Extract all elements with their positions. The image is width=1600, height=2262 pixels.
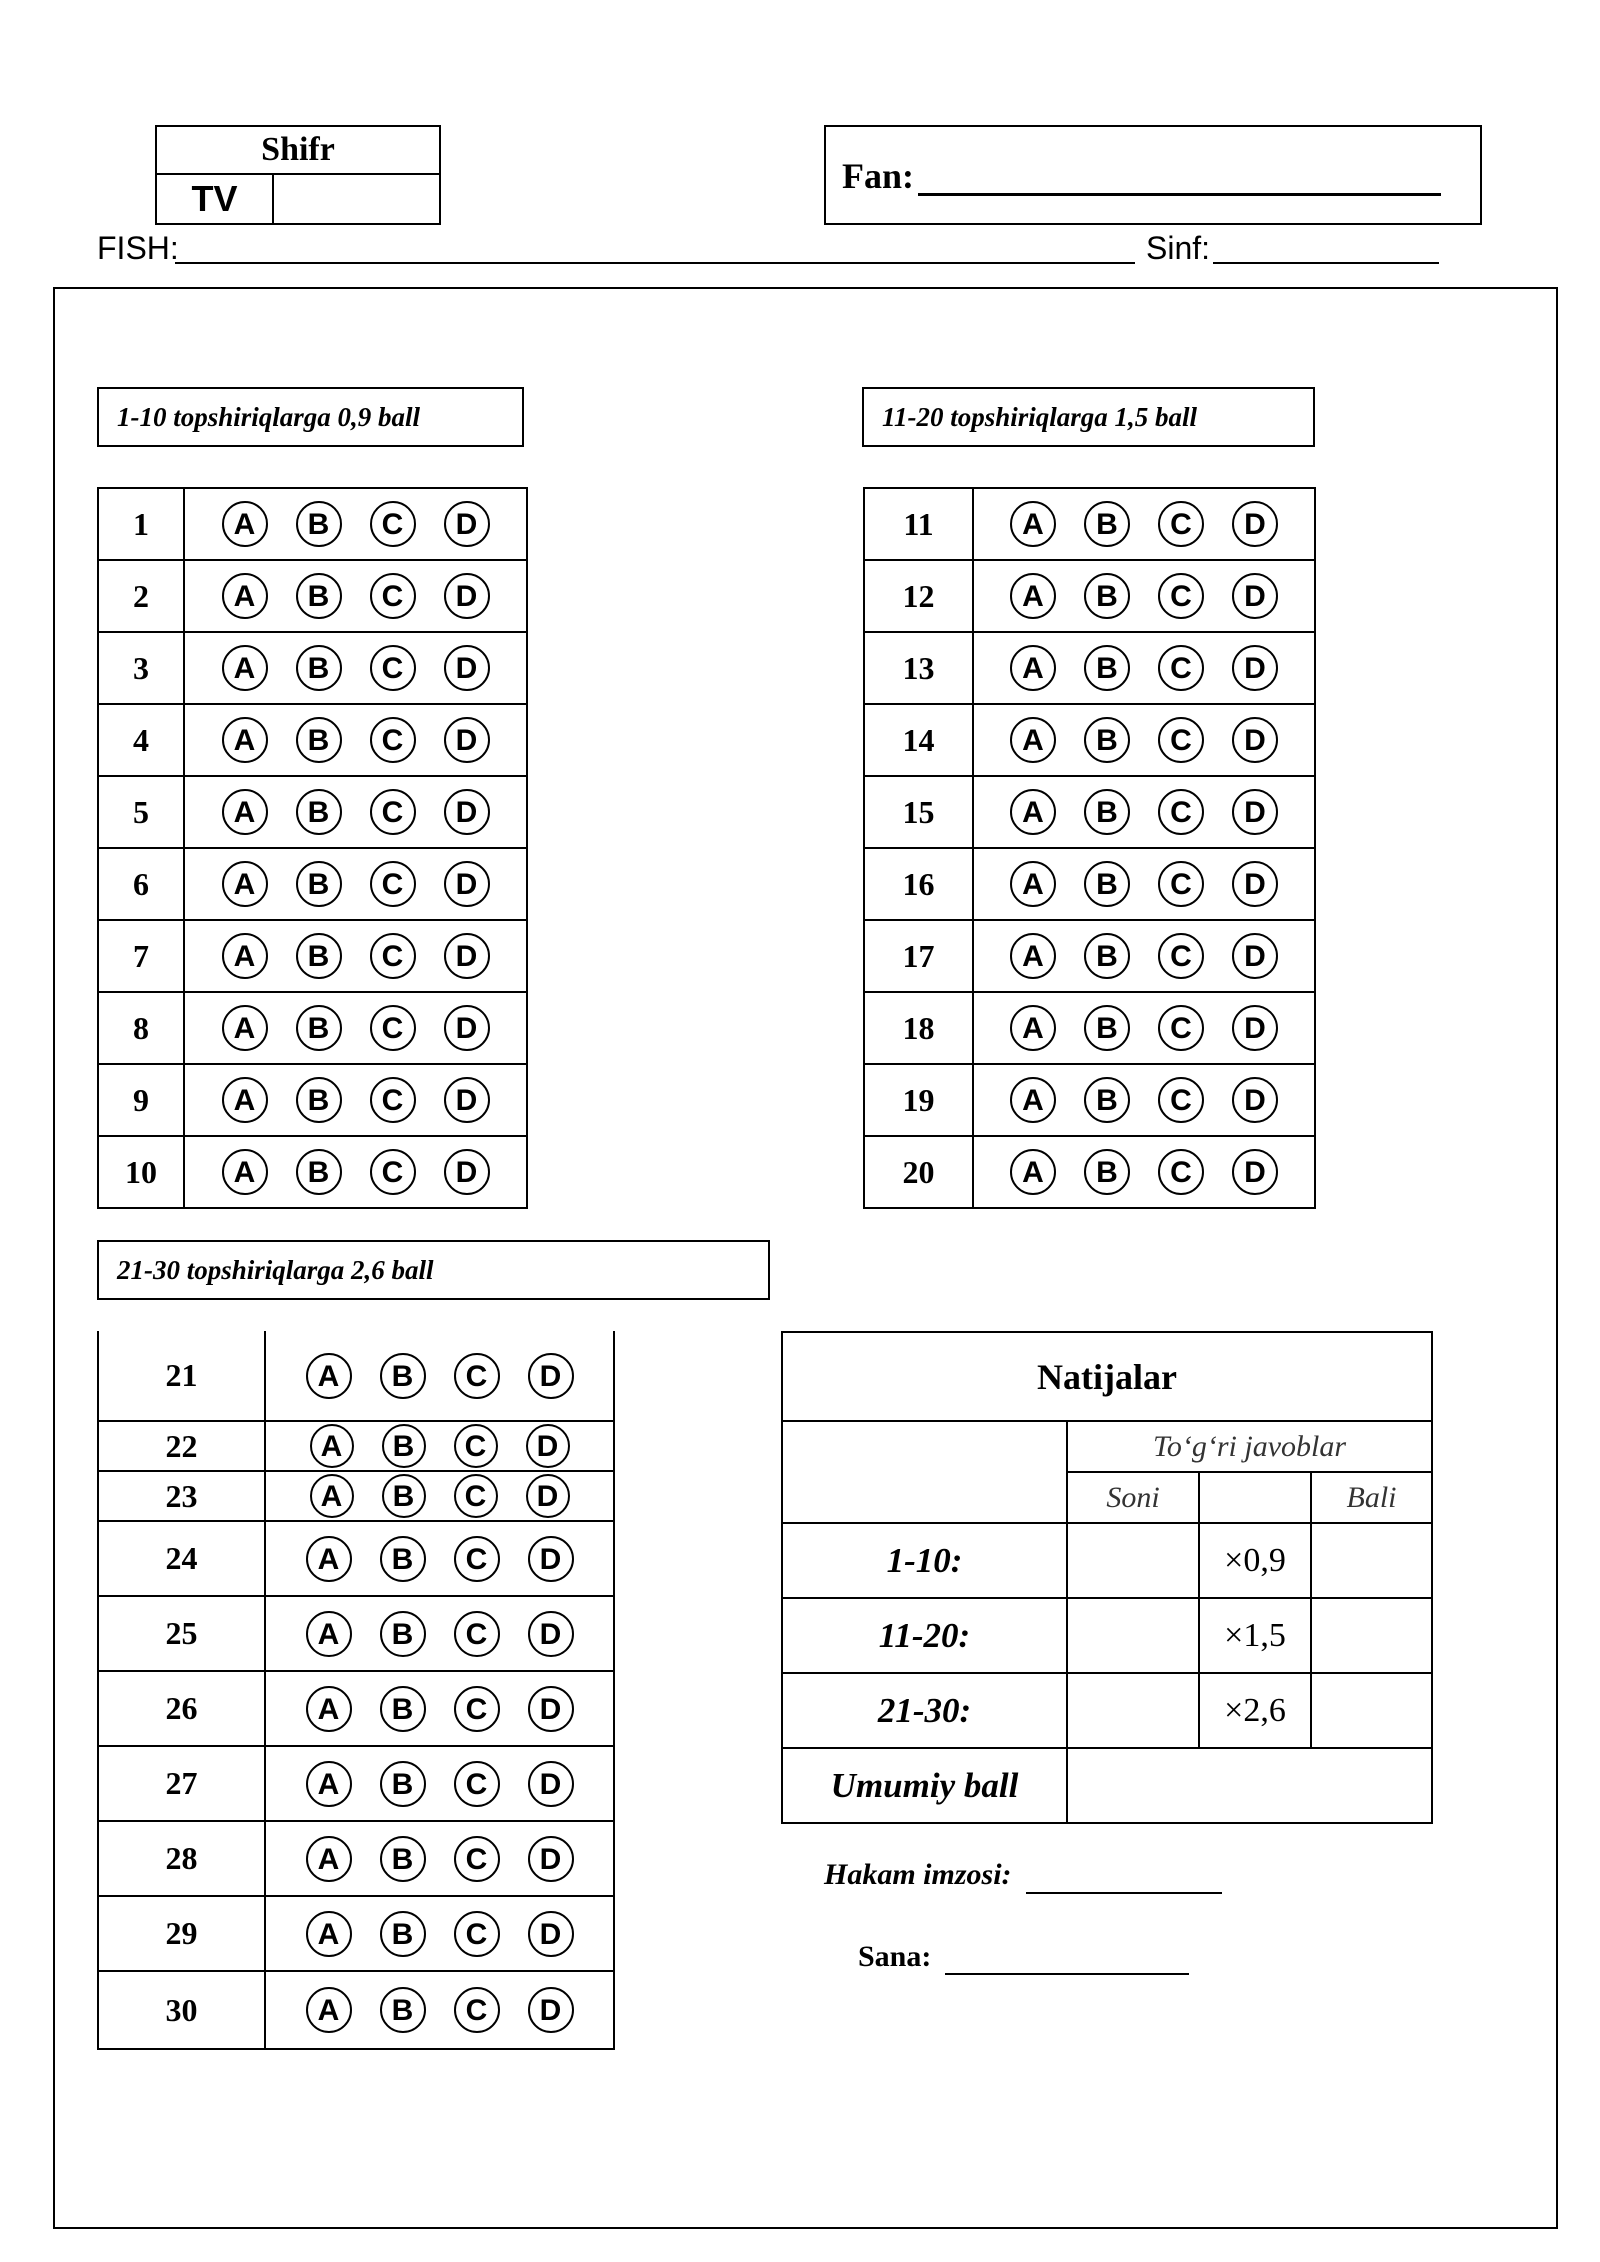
correct-answers-header: To‘g‘ri javoblar	[1067, 1421, 1432, 1472]
question-number: 27	[98, 1746, 265, 1821]
answer-bubble-d[interactable]: D	[528, 1911, 574, 1957]
answer-bubble-b[interactable]: B	[296, 645, 342, 691]
answer-bubble-a[interactable]: A	[306, 1836, 352, 1882]
multiplier: ×1,5	[1199, 1598, 1311, 1673]
answer-options	[265, 1671, 614, 1746]
answer-bubble-b[interactable]: B	[380, 1836, 426, 1882]
answer-bubble-d[interactable]: D	[1232, 1149, 1278, 1195]
answer-bubble-c[interactable]: C	[1158, 1005, 1204, 1051]
section-label-1-10: 1-10 topshiriqlarga 0,9 ball	[97, 387, 524, 447]
section-label-11-20: 11-20 topshiriqlarga 1,5 ball	[862, 387, 1315, 447]
answer-bubble-a[interactable]: A	[222, 501, 268, 547]
answer-bubble-c[interactable]: C	[454, 1536, 500, 1582]
answer-bubble-d[interactable]: D	[528, 1987, 574, 2033]
answer-bubble-d[interactable]: D	[444, 933, 490, 979]
answer-options	[184, 1136, 527, 1208]
question-number: 19	[864, 1064, 973, 1136]
answer-options	[973, 488, 1315, 560]
answer-bubble-a[interactable]: A	[1010, 717, 1056, 763]
answer-options	[184, 488, 527, 560]
question-row	[98, 704, 527, 776]
judge-signature-label: Hakam imzosi:	[824, 1858, 1012, 1891]
question-number: 8	[98, 992, 184, 1064]
question-row	[98, 1896, 614, 1971]
answer-bubble-c[interactable]: C	[454, 1836, 500, 1882]
answer-bubble-d[interactable]: D	[528, 1836, 574, 1882]
question-number: 20	[864, 1136, 973, 1208]
answer-bubble-c[interactable]: C	[454, 1911, 500, 1957]
answer-bubble-c[interactable]: C	[370, 573, 416, 619]
sinf-input-line[interactable]	[1213, 262, 1439, 264]
answer-bubble-b[interactable]: B	[1084, 789, 1130, 835]
answer-options	[265, 1421, 614, 1471]
question-row	[98, 848, 527, 920]
question-number: 9	[98, 1064, 184, 1136]
answer-bubble-b[interactable]: B	[380, 1611, 426, 1657]
answer-options	[973, 992, 1315, 1064]
answer-options	[265, 1596, 614, 1671]
answer-bubble-b[interactable]: B	[380, 1686, 426, 1732]
answer-bubble-b[interactable]: B	[380, 1761, 426, 1807]
answer-bubble-a[interactable]: A	[222, 1005, 268, 1051]
answer-bubble-b[interactable]: B	[296, 1077, 342, 1123]
question-number: 25	[98, 1596, 265, 1671]
answer-bubble-c[interactable]: C	[1158, 1149, 1204, 1195]
results-blank-cell	[782, 1421, 1067, 1523]
answer-bubble-c[interactable]: C	[370, 1005, 416, 1051]
answer-bubble-d[interactable]: D	[526, 1474, 570, 1518]
answer-bubble-b[interactable]: B	[380, 1353, 426, 1399]
result-row-label: 1-10:	[782, 1523, 1067, 1598]
result-row-label: 21-30:	[782, 1673, 1067, 1748]
fish-label: FISH:	[97, 230, 179, 266]
answer-bubble-a[interactable]: A	[222, 645, 268, 691]
answer-options	[265, 1746, 614, 1821]
question-row	[98, 1136, 527, 1208]
answer-table-11-20	[863, 487, 1316, 1209]
fish-input-line[interactable]	[175, 262, 1135, 264]
answer-table-1-10	[97, 487, 528, 1209]
question-row	[98, 1971, 614, 2049]
question-number: 14	[864, 704, 973, 776]
answer-bubble-b[interactable]: B	[296, 717, 342, 763]
answer-bubble-b[interactable]: B	[296, 573, 342, 619]
answer-bubble-c[interactable]: C	[1158, 789, 1204, 835]
answer-bubble-b[interactable]: B	[296, 501, 342, 547]
answer-options	[973, 632, 1315, 704]
answer-bubble-d[interactable]: D	[1232, 861, 1278, 907]
question-row	[864, 560, 1315, 632]
answer-bubble-b[interactable]: B	[1084, 1077, 1130, 1123]
answer-bubble-d[interactable]: D	[1232, 933, 1278, 979]
answer-bubble-d[interactable]: D	[528, 1536, 574, 1582]
answer-bubble-b[interactable]: B	[1084, 717, 1130, 763]
answer-bubble-c[interactable]: C	[370, 501, 416, 547]
answer-bubble-d[interactable]: D	[444, 1149, 490, 1195]
question-number: 24	[98, 1521, 265, 1596]
answer-bubble-a[interactable]: A	[1010, 789, 1056, 835]
multiplier-header	[1199, 1472, 1311, 1523]
answer-bubble-d[interactable]: D	[1232, 501, 1278, 547]
answer-options	[973, 704, 1315, 776]
answer-bubble-a[interactable]: A	[306, 1761, 352, 1807]
answer-bubble-c[interactable]: C	[454, 1761, 500, 1807]
answer-table-21-30	[97, 1331, 615, 2050]
answer-bubble-b[interactable]: B	[382, 1424, 426, 1468]
answer-options	[184, 992, 527, 1064]
answer-options	[265, 1471, 614, 1521]
answer-bubble-d[interactable]: D	[1232, 789, 1278, 835]
answer-options	[265, 1971, 614, 2049]
question-row	[98, 632, 527, 704]
question-row	[98, 1521, 614, 1596]
answer-bubble-a[interactable]: A	[222, 789, 268, 835]
answer-bubble-c[interactable]: C	[370, 1077, 416, 1123]
answer-bubble-c[interactable]: C	[454, 1353, 500, 1399]
answer-bubble-c[interactable]: C	[454, 1474, 498, 1518]
question-row	[864, 1136, 1315, 1208]
shifr-box	[155, 125, 441, 225]
answer-options	[973, 1064, 1315, 1136]
answer-bubble-c[interactable]: C	[1158, 861, 1204, 907]
question-row	[864, 632, 1315, 704]
answer-bubble-b[interactable]: B	[1084, 933, 1130, 979]
answer-bubble-d[interactable]: D	[444, 1077, 490, 1123]
answer-bubble-c[interactable]: C	[454, 1987, 500, 2033]
answer-bubble-c[interactable]: C	[370, 933, 416, 979]
answer-bubble-b[interactable]: B	[296, 1149, 342, 1195]
answer-options	[184, 1064, 527, 1136]
answer-options	[265, 1896, 614, 1971]
answer-bubble-b[interactable]: B	[1084, 861, 1130, 907]
answer-bubble-d[interactable]: D	[528, 1761, 574, 1807]
answer-options	[184, 920, 527, 992]
answer-bubble-b[interactable]: B	[1084, 645, 1130, 691]
question-row	[864, 776, 1315, 848]
answer-bubble-a[interactable]: A	[1010, 861, 1056, 907]
question-row	[98, 920, 527, 992]
question-row	[98, 1746, 614, 1821]
question-number: 7	[98, 920, 184, 992]
count-input[interactable]	[1067, 1598, 1199, 1673]
answer-options	[265, 1821, 614, 1896]
score-input[interactable]	[1311, 1673, 1432, 1748]
answer-bubble-b[interactable]: B	[380, 1911, 426, 1957]
answer-bubble-c[interactable]: C	[454, 1686, 500, 1732]
tv-label: TV	[157, 173, 274, 223]
question-row	[864, 488, 1315, 560]
question-row	[864, 704, 1315, 776]
answer-bubble-c[interactable]: C	[1158, 645, 1204, 691]
question-number: 2	[98, 560, 184, 632]
answer-bubble-d[interactable]: D	[444, 861, 490, 907]
answer-bubble-d[interactable]: D	[444, 645, 490, 691]
answer-options	[973, 776, 1315, 848]
answer-options	[184, 776, 527, 848]
question-row	[864, 920, 1315, 992]
score-header: Bali	[1311, 1472, 1432, 1523]
answer-options	[973, 848, 1315, 920]
question-number: 3	[98, 632, 184, 704]
answer-bubble-a[interactable]: A	[222, 933, 268, 979]
answer-bubble-b[interactable]: B	[1084, 573, 1130, 619]
answer-bubble-d[interactable]: D	[1232, 645, 1278, 691]
answer-bubble-a[interactable]: A	[1010, 1149, 1056, 1195]
question-row	[98, 992, 527, 1064]
question-number: 28	[98, 1821, 265, 1896]
answer-bubble-d[interactable]: D	[444, 717, 490, 763]
total-input[interactable]	[1067, 1748, 1432, 1823]
answer-bubble-c[interactable]: C	[1158, 933, 1204, 979]
answer-bubble-a[interactable]: A	[1010, 1005, 1056, 1051]
question-number: 26	[98, 1671, 265, 1746]
fan-label: Fan:	[842, 156, 914, 196]
question-row	[98, 776, 527, 848]
answer-options	[973, 560, 1315, 632]
answer-bubble-c[interactable]: C	[454, 1611, 500, 1657]
answer-bubble-d[interactable]: D	[528, 1611, 574, 1657]
question-row	[98, 488, 527, 560]
answer-bubble-c[interactable]: C	[370, 861, 416, 907]
answer-bubble-a[interactable]: A	[222, 573, 268, 619]
answer-bubble-a[interactable]: A	[1010, 573, 1056, 619]
answer-bubble-a[interactable]: A	[222, 1077, 268, 1123]
answer-bubble-a[interactable]: A	[1010, 933, 1056, 979]
answer-options	[184, 848, 527, 920]
question-row	[98, 1331, 614, 1421]
answer-bubble-a[interactable]: A	[306, 1536, 352, 1582]
answer-options	[265, 1521, 614, 1596]
question-number: 21	[98, 1331, 265, 1421]
question-number: 1	[98, 488, 184, 560]
answer-bubble-d[interactable]: D	[444, 789, 490, 835]
answer-bubble-a[interactable]: A	[222, 1149, 268, 1195]
score-input[interactable]	[1311, 1598, 1432, 1673]
count-input[interactable]	[1067, 1523, 1199, 1598]
answer-bubble-a[interactable]: A	[306, 1611, 352, 1657]
multiplier: ×0,9	[1199, 1523, 1311, 1598]
answer-bubble-b[interactable]: B	[380, 1536, 426, 1582]
question-row	[864, 848, 1315, 920]
answer-bubble-d[interactable]: D	[444, 1005, 490, 1051]
answer-bubble-c[interactable]: C	[370, 789, 416, 835]
question-row	[98, 1596, 614, 1671]
question-row	[98, 1821, 614, 1896]
answer-bubble-c[interactable]: C	[1158, 573, 1204, 619]
answer-bubble-b[interactable]: B	[1084, 1005, 1130, 1051]
question-row	[98, 1671, 614, 1746]
question-number: 11	[864, 488, 973, 560]
question-number: 5	[98, 776, 184, 848]
answer-bubble-b[interactable]: B	[296, 789, 342, 835]
answer-bubble-b[interactable]: B	[380, 1987, 426, 2033]
question-row	[98, 1421, 614, 1471]
question-number: 18	[864, 992, 973, 1064]
answer-bubble-c[interactable]: C	[454, 1424, 498, 1468]
answer-bubble-a[interactable]: A	[1010, 1077, 1056, 1123]
multiplier: ×2,6	[1199, 1673, 1311, 1748]
question-number: 12	[864, 560, 973, 632]
results-title: Natijalar	[782, 1332, 1432, 1421]
fan-input-line[interactable]	[918, 193, 1441, 196]
answer-bubble-c[interactable]: C	[1158, 501, 1204, 547]
date-line[interactable]	[945, 1973, 1189, 1975]
answer-bubble-d[interactable]: D	[528, 1353, 574, 1399]
answer-bubble-a[interactable]: A	[310, 1474, 354, 1518]
answer-bubble-c[interactable]: C	[1158, 717, 1204, 763]
sinf-label: Sinf:	[1146, 230, 1211, 266]
answer-bubble-d[interactable]: D	[1232, 1077, 1278, 1123]
shifr-title: Shifr	[157, 127, 439, 175]
answer-options	[265, 1331, 614, 1421]
answer-bubble-c[interactable]: C	[1158, 1077, 1204, 1123]
question-row	[98, 560, 527, 632]
section-label-21-30: 21-30 topshiriqlarga 2,6 ball	[97, 1240, 770, 1300]
answer-bubble-a[interactable]: A	[222, 861, 268, 907]
question-row	[864, 1064, 1315, 1136]
answer-bubble-d[interactable]: D	[444, 573, 490, 619]
question-row	[864, 992, 1315, 1064]
question-number: 22	[98, 1421, 265, 1471]
question-number: 17	[864, 920, 973, 992]
result-row-label: 11-20:	[782, 1598, 1067, 1673]
answer-bubble-c[interactable]: C	[370, 717, 416, 763]
answer-bubble-c[interactable]: C	[370, 645, 416, 691]
answer-bubble-b[interactable]: B	[296, 861, 342, 907]
count-input[interactable]	[1067, 1673, 1199, 1748]
score-input[interactable]	[1311, 1523, 1432, 1598]
answer-bubble-b[interactable]: B	[296, 933, 342, 979]
answer-options	[184, 560, 527, 632]
question-row	[98, 1064, 527, 1136]
answer-bubble-d[interactable]: D	[1232, 717, 1278, 763]
answer-options	[184, 704, 527, 776]
answer-options	[973, 1136, 1315, 1208]
answer-bubble-a[interactable]: A	[306, 1353, 352, 1399]
answer-bubble-a[interactable]: A	[306, 1911, 352, 1957]
answer-bubble-b[interactable]: B	[1084, 501, 1130, 547]
answer-bubble-d[interactable]: D	[1232, 1005, 1278, 1051]
answer-options	[184, 632, 527, 704]
count-header: Soni	[1067, 1472, 1199, 1523]
answer-bubble-d[interactable]: D	[528, 1686, 574, 1732]
question-number: 29	[98, 1896, 265, 1971]
answer-bubble-b[interactable]: B	[1084, 1149, 1130, 1195]
fan-box	[824, 125, 1482, 225]
question-number: 6	[98, 848, 184, 920]
answer-bubble-d[interactable]: D	[526, 1424, 570, 1468]
answer-bubble-a[interactable]: A	[310, 1424, 354, 1468]
answer-bubble-b[interactable]: B	[382, 1474, 426, 1518]
question-number: 15	[864, 776, 973, 848]
answer-bubble-b[interactable]: B	[296, 1005, 342, 1051]
answer-bubble-a[interactable]: A	[222, 717, 268, 763]
question-row	[98, 1471, 614, 1521]
question-number: 10	[98, 1136, 184, 1208]
question-number: 30	[98, 1971, 265, 2049]
question-number: 16	[864, 848, 973, 920]
answer-bubble-a[interactable]: A	[306, 1987, 352, 2033]
judge-signature-line[interactable]	[1026, 1892, 1222, 1894]
total-label: Umumiy ball	[782, 1748, 1067, 1823]
answer-bubble-d[interactable]: D	[444, 501, 490, 547]
question-number: 23	[98, 1471, 265, 1521]
question-number: 13	[864, 632, 973, 704]
answer-bubble-c[interactable]: C	[370, 1149, 416, 1195]
answer-bubble-d[interactable]: D	[1232, 573, 1278, 619]
answer-options	[973, 920, 1315, 992]
answer-bubble-a[interactable]: A	[1010, 645, 1056, 691]
results-table	[781, 1331, 1433, 1824]
question-number: 4	[98, 704, 184, 776]
date-label: Sana:	[858, 1940, 932, 1973]
answer-bubble-a[interactable]: A	[306, 1686, 352, 1732]
answer-bubble-a[interactable]: A	[1010, 501, 1056, 547]
